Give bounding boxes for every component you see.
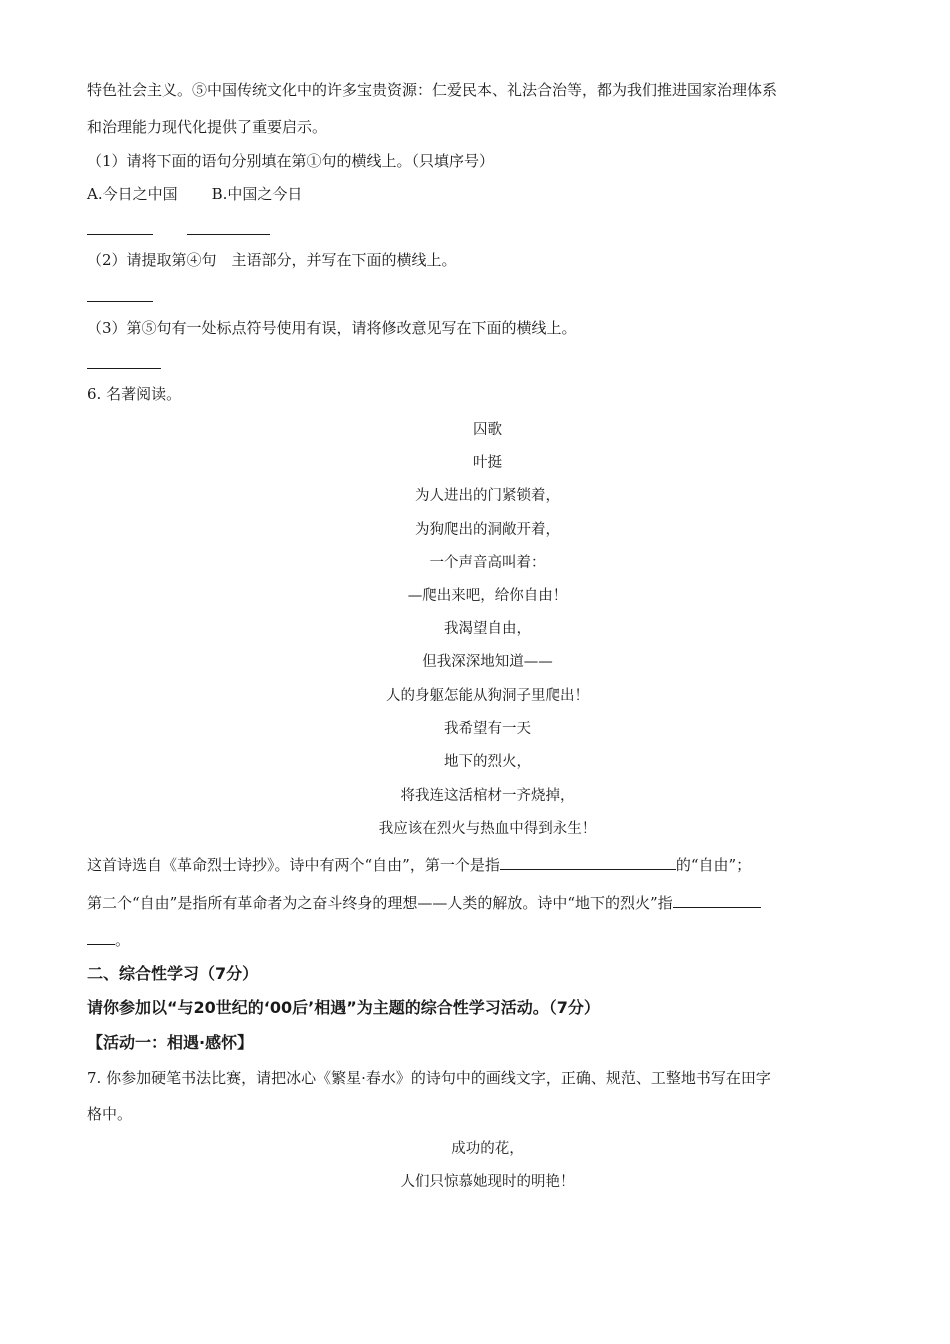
q6-question-line-2 [87, 891, 761, 913]
q6-question-line-1 [87, 853, 751, 875]
answer-blank-fire[interactable] [673, 891, 761, 908]
answer-blank-1a[interactable] [87, 234, 153, 235]
section2-heading: 二、综合性学习（7分） [87, 964, 259, 983]
section2-intro: 请你参加以“与20世纪的‘00后’相遇”为主题的综合性学习活动。（7分） [87, 998, 600, 1017]
paragraph-line-1: 特色社会主义。⑤中国传统文化中的许多宝贵资源：仁爱民本、礼法合治等，都为我们推进国家治理体系 [87, 81, 778, 99]
poem-line: 为狗爬出的洞敞开着， [415, 522, 560, 538]
q6-heading: 6. 名著阅读。 [87, 385, 182, 403]
q5-sub1: （1）请将下面的语句分别填在第①句的横线上。（只填序号） [87, 152, 495, 170]
paragraph-line-2: 和治理能力现代化提供了重要启示。 [87, 118, 328, 136]
answer-blank-freedom[interactable] [500, 853, 676, 870]
answer-blank-3[interactable] [87, 368, 161, 369]
q7-poem-line-1: 成功的花， [451, 1141, 524, 1157]
option-b: B.中国之今日 [211, 185, 303, 203]
poem-author: 叶挺 [473, 455, 502, 471]
q7-line-1: 7. 你参加硬笔书法比赛，请把冰心《繁星·春水》的诗句中的画线文字，正确、规范、工整地书写在田字 [87, 1069, 771, 1087]
poem-title: 囚歌 [473, 422, 502, 438]
q6-question-text-2: 的“自由”； [675, 856, 752, 874]
q5-options [87, 184, 302, 204]
q6-question-text-1: 这首诗选自《革命烈士诗抄》。诗中有两个“自由”，第一个是指 [87, 856, 500, 874]
poem-line: 我希望有一天 [444, 721, 531, 737]
answer-blank-1b[interactable] [187, 234, 270, 235]
answer-blank-2[interactable] [87, 301, 153, 302]
q6-question-line-3 [87, 928, 130, 950]
q5-sub2: （2）请提取第④句 主语部分，并写在下面的横线上。 [87, 251, 457, 269]
activity1-heading: 【活动一：相遇·感怀】 [87, 1033, 254, 1052]
poem-line: 我应该在烈火与热血中得到永生！ [378, 821, 597, 837]
poem-line: —爬出来吧，给你自由！ [407, 588, 568, 604]
q7-line-2: 格中。 [87, 1105, 133, 1123]
q5-sub3: （3）第⑤句有一处标点符号使用有误，请将修改意见写在下面的横线上。 [87, 319, 577, 337]
poem-line: 为人进出的门紧锁着， [415, 488, 560, 504]
q6-question-text-3: 第二个“自由”是指所有革命者为之奋斗终身的理想——人类的解放。诗中“地下的烈火”指 [87, 894, 673, 912]
poem-line: 人的身躯怎能从狗洞子里爬出！ [386, 688, 589, 704]
q7-poem-line-2: 人们只惊慕她现时的明艳！ [400, 1174, 575, 1190]
poem-line: 一个声音高叫着： [429, 555, 546, 571]
poem-line: 我渴望自由， [444, 621, 531, 637]
q6-question-end: 。 [115, 931, 131, 949]
answer-blank-fire-cont[interactable] [87, 928, 115, 945]
poem-line: 但我深深地知道—— [422, 654, 553, 670]
poem-line: 地下的烈火， [444, 754, 531, 770]
option-a: A.今日之中国 [87, 185, 178, 203]
poem-line: 将我连这活棺材一齐烧掉， [400, 788, 575, 804]
